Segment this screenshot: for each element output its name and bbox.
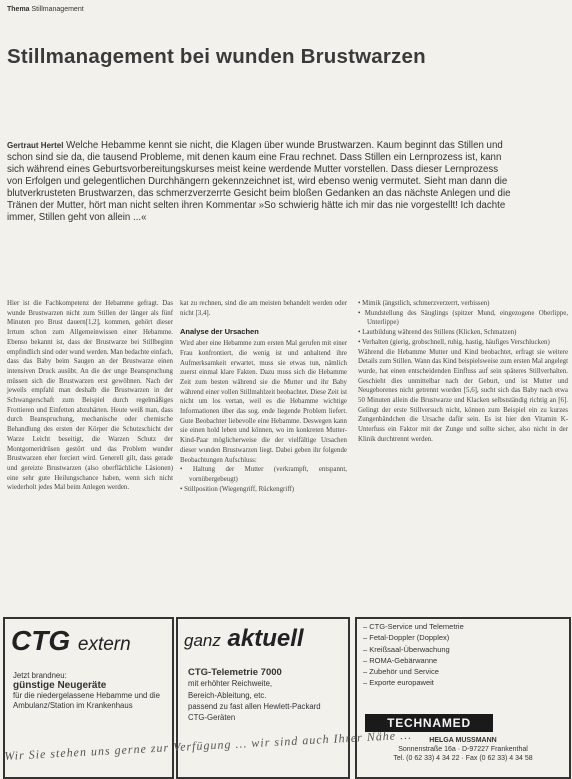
section-heading: Analyse der Ursachen [180, 327, 259, 337]
bullet-item: • Stillposition (Wiegengriff, Rückengriff) [180, 485, 295, 493]
column-2-bullet-list [180, 465, 347, 494]
technamed-service-list [363, 621, 464, 689]
article-title: Stillmanagement bei wunden Brustwarzen [7, 45, 426, 68]
service-item: – ROMA-Gebärwanne [363, 655, 438, 665]
ganz-aktuell-text: CTG-Telemetrie 7000 mit erhöhter Reichweite, Bereich-Ableitung, etc. passend zu fast allen Hewlett-Packard CTG-Geräten [188, 667, 321, 723]
intro-paragraph [7, 140, 511, 224]
ctg-extern-logo: CTG extern [11, 625, 131, 656]
column-2-text: Wird aber eine Hebamme zum ersten Mal gerufen mit einer Frau konfrontiert, die wenig ist und anhaltend ihre Aufmerksamkeit erwartet, muss sie etwas tun, nämlich zuerst einmal klare Fakten. Dazu muss sich die Hebamme Zeit zum besten während sie die Mutter und ihr Baby während einer vollen Stillmahlzeit beobachtet. Diese Zeit ist nicht um los vertan, weil es die Hebamme wichtige Informationen über das sog. ende liegende Problem liefert. Gute Beobachter liebevolle eine Hebamme. Deswegen kann sie einen hold leben und können, wo im konkreten Mutter-Kind-Paar möglicherweise die der vielfältige Ursachen dieser wunden Brustwarzen liegt. Dabei geben ihr folgende Beobachtungen Aufschluss: [180, 340, 347, 464]
bullet-item: • Mimik (ängstlich, schmerzverzerrt, verbissen) [358, 300, 490, 307]
column-2-intro: kat zu rechnen, sind die am meisten behandelt werden oder nicht [3,4]. [180, 300, 347, 317]
technamed-ad [355, 617, 571, 779]
bullet-item: • Verhalten (gierig, grobschnell, ruhig, hastig, häufiges Verschlucken) [358, 338, 550, 346]
ganz-aktuell-logo: ganz aktuell [184, 625, 304, 652]
column-3 [358, 299, 568, 445]
technamed-logo: TECHNAMED [365, 714, 493, 732]
bullet-item: • Mundstellung des Säuglings (spitzer Mund, eingezogene Oberlippe, Unterlippe) [358, 309, 569, 327]
service-item: – Fetal-Doppler (Dopplex) [363, 633, 450, 643]
author-name: Gertraut Hertel [7, 141, 64, 150]
service-item: – Kreißsaal-Überwachung [363, 644, 450, 654]
technamed-contact: HELGA MUSSMANN Sonnenstraße 16a · D-97227 Frankenthal Tel. (0 62 33) 4 34 22 · Fax (0 62 33) 4 34 58 [393, 737, 533, 762]
column-3-text: Während die Hebamme Mutter und Kind beobachtet, erfragt sie weitere Details zum Stillen. Wann das Kind beispielsweise zum ersten Mal angelegt wurde, hat einen entscheidenden Einfluss auf sein späteres Stillverhalten. Geschieht dies unmittelbar nach der Geburt, und ist Mutter und Neugeborenes nicht getrennt worden [5,6], sucht sich das Baby nach etwa 50 Minuten allein die Brustwarze und Klacken selbstständig richtig an [6]. Gelingt der erste Stillversuch nicht, können zum Beispiel ein zu kurzes Zungenbändchen die Ursache dafür sein. Es ist hier den Vitamin K-Unterfuss ein Faktor mit der Zunge und sollte sicher, also nicht in der Klinik durchtrennt werden. [358, 348, 568, 443]
service-item: – Zubehör und Service [363, 667, 439, 677]
column-2 [180, 299, 347, 494]
ctg-extern-text: Jetzt brandneu: günstige Neugeräte für die niedergelassene Hebamme und die Ambulanz/Station im Krankenhaus [13, 671, 160, 710]
advertisement-strip [0, 612, 572, 779]
bullet-item: • Haltung der Mutter (verkrampft, entspannt, vornübergebeugt) [180, 466, 347, 483]
service-item: – Exporte europaweit [363, 678, 434, 688]
service-item: – CTG-Service und Telemetrie [363, 622, 464, 631]
handwritten-slogan: Wir Sie stehen uns gerne zur Verfügung ... wir sind auch Ihrer Nähe ... [4, 727, 413, 763]
section-label: Thema [7, 6, 30, 13]
bullet-item: • Lautbildung während des Stillens (Klicken, Schmatzen) [358, 329, 517, 337]
ganz-aktuell-ad [176, 617, 350, 779]
column-1 [7, 299, 173, 493]
topic-label: Stillmanagement [31, 6, 84, 13]
column-3-bullet-list [358, 299, 568, 348]
column-1-text: Hier ist die Fachkompetenz der Hebamme gefragt. Das wunde Brustwarzen nicht zum Stillen der länger als fünf Minuten pro Brust dauern[1,2], kommen, gehört dieser Irrtum schon zum Allgemeinwissen einer Hebamme. Ebenso bekannt ist, dass der Brustwarze bei Stillbeginn empfindlich sind oder wund werden. Man bedachte einfach, dass das Baby beim Saugen an der Brustwarze einen intensiven Druck ausübt. An die der unge Beanspruchung müssen sich die Brustwarzen erst gewöhnen. Nach der jeweils empfahl man deshalb die Brustwarzen in der Schwangerschaft zum Beispiel durch regelmäßiges Frottieren und Einfetten abzuhärten. Heute weiß man, dass durch Beanspruchung, mechanische oder chemische Behandlung des ersten der Körper die Schutzschicht der Warze Leicht beseitigt, die Warzen Schutz der Montgomeridrüsen gestört und das Problem wunder Brustwarzen eher forciert wird. Generell gilt, dass gerade und gereizte Brustwarzen (also oberflächliche Läsionen) eine sehr gute Heilungschance haben, wenn sich nicht wiederholt jedes Mal beim Anlegen werden. [7, 300, 173, 492]
intro-text: Welche Hebamme kennt sie nicht, die Klagen über wunde Brustwarzen. Kaum beginnt das Stillen und schon sind sie da, die tausend Probleme, mit denen kaum eine Frau rechnet. Dass Stillen ein Lernprozess ist, kann sich während eines Geburtsvorbereitungskurses meist keine werdende Mutter vorstellen. Dass dieser Lernprozess von Erfolgen und gelegentlichen Durchhängern gekennzeichnet ist, wird ebenso wenig vermutet. Sieht man dann die blutverkrusteten Brustwarzen, das schmerzverzerrte Gesicht beim bloßen Gedanken an das nächste Anlegen und die Tränen der Mutter, hört man nicht selten ihren Kommentar »So schwierig hätte ich mir das nie vorgestellt! Ich dachte immer, Stillen geht von allein ...« [7, 140, 511, 223]
running-header [7, 6, 84, 13]
